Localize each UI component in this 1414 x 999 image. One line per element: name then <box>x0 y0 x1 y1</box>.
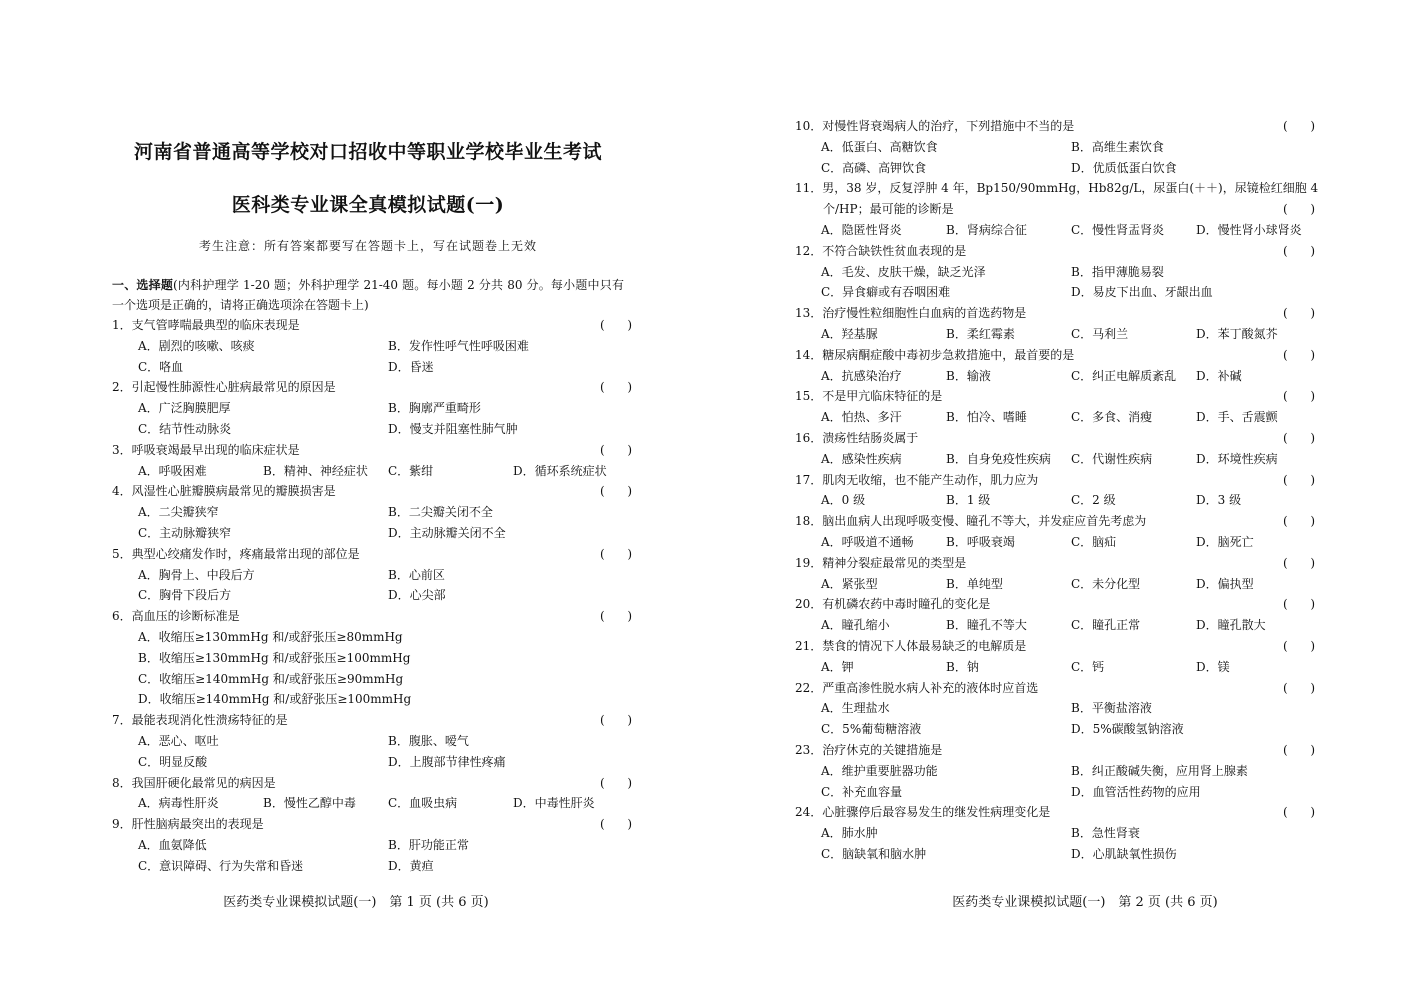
question-stem: 8．我国肝硬化最常见的病因是 <box>112 775 276 790</box>
option-row <box>795 574 1315 595</box>
answer-paren-open: ( <box>1283 514 1288 529</box>
question-stem-row <box>112 606 632 627</box>
question-stem: 10．对慢性肾衰竭病人的治疗，下列措施中不当的是 <box>795 119 1075 133</box>
answer-paren-close: ) <box>1310 202 1315 217</box>
answer-option: B．精神、神经症状 <box>263 463 368 478</box>
answer-paren-open: ( <box>1283 597 1288 612</box>
question-stem: 20．有机磷农药中毒时瞳孔的变化是 <box>795 597 991 612</box>
answer-option: D．昏迷 <box>388 359 434 374</box>
answer-option: B．肝功能正常 <box>388 837 469 852</box>
answer-option: C．慢性肾盂肾炎 <box>1071 222 1165 237</box>
answer-paren-close: ) <box>627 609 632 624</box>
answer-option: D．偏执型 <box>1196 576 1254 591</box>
answer-paren-open: ( <box>600 442 605 457</box>
option-row <box>795 657 1315 678</box>
answer-option: A．病毒性肝炎 <box>138 796 219 811</box>
option-row <box>795 158 1315 179</box>
question-stem-row <box>112 377 632 398</box>
answer-option: B．1 级 <box>946 493 991 508</box>
section-instructions: (内科护理学 1-20 题；外科护理学 21-40 题。每小题 2 分共 80 分。每小题中只有一个选项是正确的，请将正确选项涂在答题卡上) <box>112 278 624 312</box>
option-row <box>112 689 632 710</box>
answer-option: D．瞳孔散大 <box>1196 618 1266 633</box>
answer-paren-open: ( <box>1283 347 1288 362</box>
question-list-page-1 <box>112 315 632 877</box>
answer-option: C．补充血容量 <box>821 784 903 799</box>
answer-paren-close: ) <box>1310 514 1315 529</box>
question-stem: 6．高血压的诊断标准是 <box>112 609 240 624</box>
answer-option: A．瞳孔缩小 <box>821 618 890 633</box>
question-stem-row <box>112 710 632 731</box>
question-stem-row <box>795 116 1315 137</box>
answer-option: A．隐匿性肾炎 <box>821 222 902 237</box>
question-stem: 19．精神分裂症最常见的类型是 <box>795 555 967 570</box>
option-row <box>112 669 632 690</box>
option-row <box>795 761 1315 782</box>
answer-paren-close: ) <box>1310 805 1315 820</box>
option-row <box>112 627 632 648</box>
question-stem: 23．治疗休克的关键措施是 <box>795 742 943 757</box>
answer-option: D．优质低蛋白饮食 <box>1071 160 1177 175</box>
question-stem-row <box>795 428 1315 449</box>
candidate-notice: 考生注意：所有答案都要写在答题卡上，写在试题卷上无效 <box>198 239 537 253</box>
option-row <box>795 449 1315 470</box>
answer-paren-close: ) <box>1310 472 1315 487</box>
question-stem: 11．男，38 岁，反复浮肿 4 年，Bp150/90mmHg，Hb82g/L，尿蛋白(＋＋)，尿镜检红细胞 4 <box>795 181 1319 196</box>
option-row <box>112 398 632 419</box>
answer-option: B．单纯型 <box>946 576 1003 591</box>
question-stem: 22．严重高渗性脱水病人补充的液体时应首选 <box>795 680 1039 695</box>
answer-paren-close: ) <box>627 546 632 561</box>
answer-option: B．钠 <box>946 659 979 674</box>
question-stem: 13．治疗慢性粒细胞性白血病的首选药物是 <box>795 306 1027 321</box>
answer-option: B．柔红霉素 <box>946 326 1015 341</box>
answer-paren-open: ( <box>600 318 605 332</box>
option-row <box>112 752 632 773</box>
answer-option: C．胸骨下段后方 <box>138 588 232 603</box>
answer-option: D．循环系统症状 <box>513 463 607 478</box>
answer-option: C．纠正电解质紊乱 <box>1071 368 1177 383</box>
answer-option: D．中毒性肝炎 <box>513 796 595 811</box>
question-stem-row <box>795 470 1315 491</box>
question-stem: 16．溃疡性结肠炎属于 <box>795 430 919 445</box>
option-row <box>112 585 632 606</box>
answer-paren-close: ) <box>627 775 632 790</box>
answer-option: B．瞳孔不等大 <box>946 618 1027 633</box>
option-row <box>795 137 1315 158</box>
answer-option: C．紫绀 <box>388 463 434 478</box>
answer-paren-open: ( <box>1283 119 1288 133</box>
option-row <box>795 823 1315 844</box>
answer-option: B．纠正酸碱失衡，应用肾上腺素 <box>1071 763 1248 778</box>
answer-paren-close: ) <box>1310 638 1315 653</box>
answer-option: A．生理盐水 <box>821 701 890 716</box>
answer-option: A．0 级 <box>821 493 866 508</box>
option-row <box>112 793 632 814</box>
answer-option: C．意识障碍、行为失常和昏迷 <box>138 858 304 873</box>
question-stem-row <box>795 241 1315 262</box>
answer-option: D．血管活性药物的应用 <box>1071 784 1201 799</box>
answer-option: C．未分化型 <box>1071 576 1141 591</box>
answer-paren-close: ) <box>627 713 632 728</box>
option-row <box>795 532 1315 553</box>
question-stem: 15．不是甲亢临床特征的是 <box>795 389 943 404</box>
answer-option: B．收缩压≥130mmHg 和/或舒张压≥100mmHg <box>138 650 411 665</box>
exam-subtitle: 医科类专业课全真模拟试题(一) <box>231 194 505 216</box>
answer-paren-open: ( <box>1283 742 1288 757</box>
answer-paren-open: ( <box>1283 638 1288 653</box>
option-row <box>112 502 632 523</box>
question-stem: 18．脑出血病人出现呼吸变慢、瞳孔不等大，并发症应首先考虑为 <box>795 514 1147 529</box>
answer-paren-open: ( <box>600 484 605 499</box>
answer-paren-close: ) <box>1310 243 1315 258</box>
answer-option: B．平衡盐溶液 <box>1071 701 1152 716</box>
question-stem: 12．不符合缺铁性贫血表现的是 <box>795 243 967 258</box>
answer-option: C．多食、消瘦 <box>1071 410 1153 425</box>
answer-option: C．主动脉瓣狭窄 <box>138 525 232 540</box>
option-row <box>112 648 632 669</box>
answer-option: C．瞳孔正常 <box>1071 618 1141 633</box>
answer-option: D．5%碳酸氢钠溶液 <box>1071 722 1184 737</box>
answer-option: C．5%葡萄糖溶液 <box>821 722 922 737</box>
question-stem-row <box>795 678 1315 699</box>
answer-option: D．心肌缺氧性损伤 <box>1071 846 1177 861</box>
option-row <box>795 698 1315 719</box>
answer-paren-close: ) <box>627 380 632 395</box>
question-stem-row <box>112 773 632 794</box>
answer-paren-open: ( <box>600 546 605 561</box>
answer-option: B．腹胀、嗳气 <box>388 733 469 748</box>
answer-option: A．肺水肿 <box>821 826 878 841</box>
answer-option: C．结节性动脉炎 <box>138 421 232 436</box>
question-stem-row <box>112 315 632 336</box>
answer-option: D．黄疸 <box>388 858 434 873</box>
option-row <box>795 324 1315 345</box>
answer-option: C．脑缺氧和脑水肿 <box>821 846 927 861</box>
answer-paren-close: ) <box>1310 742 1315 757</box>
answer-option: B．输液 <box>946 368 991 383</box>
answer-option: A．二尖瓣狭窄 <box>138 505 219 520</box>
answer-option: B．胸廓严重畸形 <box>388 401 481 416</box>
answer-option: D．收缩压≥140mmHg 和/或舒张压≥100mmHg <box>138 692 412 707</box>
answer-option: B．急性肾衰 <box>1071 826 1140 841</box>
answer-option: B．怕冷、嗜睡 <box>946 410 1027 425</box>
answer-option: B．自身免疫性疾病 <box>946 451 1051 466</box>
answer-paren-close: ) <box>1310 389 1315 404</box>
question-stem: 9．肝性脑病最突出的表现是 <box>112 817 264 832</box>
answer-option: A．血氨降低 <box>138 837 207 852</box>
answer-paren-close: ) <box>1310 306 1315 321</box>
answer-option: D．苯丁酸氮芥 <box>1196 326 1278 341</box>
answer-option: D．镁 <box>1196 659 1230 674</box>
option-row <box>795 782 1315 803</box>
question-stem: 4．风湿性心脏瓣膜病最常见的瓣膜损害是 <box>112 484 336 499</box>
exam-title: 河南省普通高等学校对口招收中等职业学校毕业生考试 <box>133 141 602 163</box>
answer-option: B．呼吸衰竭 <box>946 534 1015 549</box>
answer-option: A．剧烈的咳嗽、咳痰 <box>138 338 255 353</box>
question-stem-row <box>112 544 632 565</box>
question-stem-row <box>795 636 1315 657</box>
exam-page-2 <box>707 0 1414 999</box>
question-stem-row <box>112 814 632 835</box>
answer-paren-open: ( <box>1283 306 1288 321</box>
option-row <box>795 615 1315 636</box>
answer-option: A．呼吸道不通畅 <box>821 534 914 549</box>
option-row <box>112 461 632 482</box>
question-list-page-2 <box>795 116 1319 865</box>
option-row <box>112 856 632 877</box>
question-stem-row <box>795 303 1315 324</box>
answer-paren-open: ( <box>600 775 605 790</box>
question-stem-row <box>795 802 1315 823</box>
question-stem: 2．引起慢性肺源性心脏病最常见的原因是 <box>112 380 336 395</box>
answer-option: A．胸骨上、中段后方 <box>138 567 255 582</box>
option-row <box>112 731 632 752</box>
answer-option: A．呼吸困难 <box>138 463 207 478</box>
answer-option: B．发作性呼气性呼吸困难 <box>388 338 529 353</box>
answer-option: C．马利兰 <box>1071 326 1129 341</box>
answer-option: C．钙 <box>1071 659 1105 674</box>
answer-option: B．指甲薄脆易裂 <box>1071 264 1164 279</box>
option-row <box>112 835 632 856</box>
answer-paren-close: ) <box>1310 119 1315 133</box>
answer-paren-open: ( <box>600 713 605 728</box>
answer-option: C．明显反酸 <box>138 754 208 769</box>
answer-option: A．钾 <box>821 659 854 674</box>
question-stem: 24．心脏骤停后最容易发生的继发性病理变化是 <box>795 805 1051 820</box>
section-label: 一、选择题 <box>112 278 174 292</box>
answer-paren-open: ( <box>1283 472 1288 487</box>
answer-option: C．2 级 <box>1071 493 1116 508</box>
question-stem-continued: 个/HP；最可能的诊断是 <box>823 202 954 217</box>
answer-option: D．手、舌震颤 <box>1196 410 1278 425</box>
question-stem-row <box>795 511 1315 532</box>
answer-option: A．紧张型 <box>821 576 878 591</box>
answer-paren-open: ( <box>1283 202 1288 217</box>
answer-option: A．羟基脲 <box>821 326 878 341</box>
answer-option: D．脑死亡 <box>1196 534 1254 549</box>
answer-option: B．二尖瓣关闭不全 <box>388 505 493 520</box>
answer-option: A．怕热、多汗 <box>821 410 902 425</box>
answer-option: C．血吸虫病 <box>388 796 458 811</box>
question-stem-row <box>112 481 632 502</box>
answer-option: C．收缩压≥140mmHg 和/或舒张压≥90mmHg <box>138 671 404 686</box>
answer-paren-close: ) <box>627 442 632 457</box>
answer-option: A．感染性疾病 <box>821 451 902 466</box>
answer-paren-close: ) <box>627 318 632 332</box>
option-row <box>795 220 1315 241</box>
answer-option: C．高磷、高钾饮食 <box>821 160 927 175</box>
page-footer: 医药类专业课模拟试题(一) 第 2 页 (共 6 页) <box>952 895 1218 910</box>
question-stem-row <box>795 740 1315 761</box>
answer-option: B．心前区 <box>388 567 445 582</box>
answer-option: C．脑疝 <box>1071 534 1117 549</box>
answer-option: D．慢性肾小球肾炎 <box>1196 222 1302 237</box>
question-stem-row <box>112 440 632 461</box>
answer-paren-open: ( <box>600 609 605 624</box>
answer-option: A．广泛胸膜肥厚 <box>138 401 231 416</box>
answer-paren-close: ) <box>627 484 632 499</box>
option-row <box>795 407 1315 428</box>
answer-paren-open: ( <box>600 817 605 832</box>
option-row <box>112 523 632 544</box>
answer-option: C．异食癖或有吞咽困难 <box>821 285 951 300</box>
answer-option: B．肾病综合征 <box>946 222 1027 237</box>
answer-paren-open: ( <box>1283 680 1288 695</box>
answer-option: A．毛发、皮肤干燥，缺乏光泽 <box>821 264 986 279</box>
answer-option: B．慢性乙醇中毒 <box>263 796 356 811</box>
question-stem: 14．糖尿病酮症酸中毒初步急救措施中，最首要的是 <box>795 347 1075 362</box>
answer-option: D．慢支并阻塞性肺气肿 <box>388 421 518 436</box>
section-heading <box>112 275 624 315</box>
answer-paren-open: ( <box>600 380 605 395</box>
answer-paren-close: ) <box>1310 555 1315 570</box>
answer-paren-close: ) <box>627 817 632 832</box>
question-stem-row <box>795 594 1315 615</box>
question-stem: 7．最能表现消化性溃疡特征的是 <box>112 713 288 728</box>
option-row <box>795 262 1315 283</box>
answer-option: A．收缩压≥130mmHg 和/或舒张压≥80mmHg <box>138 629 403 644</box>
question-stem-row <box>795 345 1315 366</box>
answer-option: D．主动脉瓣关闭不全 <box>388 525 506 540</box>
answer-paren-open: ( <box>1283 389 1288 404</box>
answer-paren-open: ( <box>1283 243 1288 258</box>
answer-option: A．抗感染治疗 <box>821 368 902 383</box>
page-footer: 医药类专业课模拟试题(一) 第 1 页 (共 6 页) <box>223 895 489 910</box>
answer-option: D．心尖部 <box>388 588 446 603</box>
answer-option: C．代谢性疾病 <box>1071 451 1153 466</box>
answer-paren-close: ) <box>1310 347 1315 362</box>
answer-paren-close: ) <box>1310 430 1315 445</box>
option-row <box>795 490 1315 511</box>
option-row <box>112 419 632 440</box>
question-stem: 1．支气管哮喘最典型的临床表现是 <box>112 318 300 332</box>
question-stem: 3．呼吸衰竭最早出现的临床症状是 <box>112 442 300 457</box>
answer-option: D．补碱 <box>1196 368 1242 383</box>
answer-option: A．低蛋白、高糖饮食 <box>821 139 938 154</box>
question-stem: 21．禁食的情况下人体最易缺乏的电解质是 <box>795 638 1027 653</box>
answer-option: A．恶心、呕吐 <box>138 733 219 748</box>
option-row <box>795 282 1315 303</box>
question-stem-row <box>795 199 1315 220</box>
answer-paren-close: ) <box>1310 680 1315 695</box>
question-stem-row <box>795 178 1319 199</box>
answer-option: D．3 级 <box>1196 493 1242 508</box>
answer-paren-open: ( <box>1283 430 1288 445</box>
question-stem-row <box>795 386 1315 407</box>
answer-option: D．上腹部节律性疼痛 <box>388 754 506 769</box>
answer-paren-open: ( <box>1283 805 1288 820</box>
option-row <box>112 357 632 378</box>
answer-paren-open: ( <box>1283 555 1288 570</box>
question-stem: 5．典型心绞痛发作时，疼痛最常出现的部位是 <box>112 546 360 561</box>
question-stem: 17．肌肉无收缩，也不能产生动作，肌力应为 <box>795 472 1039 487</box>
answer-option: B．高维生素饮食 <box>1071 139 1164 154</box>
answer-option: A．维护重要脏器功能 <box>821 763 938 778</box>
answer-option: C．咯血 <box>138 359 184 374</box>
option-row <box>795 844 1315 865</box>
option-row <box>795 719 1315 740</box>
question-stem-row <box>795 553 1315 574</box>
option-row <box>795 366 1315 387</box>
answer-option: D．易皮下出血、牙龈出血 <box>1071 285 1213 300</box>
answer-option: D．环境性疾病 <box>1196 451 1278 466</box>
option-row <box>112 336 632 357</box>
answer-paren-close: ) <box>1310 597 1315 612</box>
option-row <box>112 565 632 586</box>
